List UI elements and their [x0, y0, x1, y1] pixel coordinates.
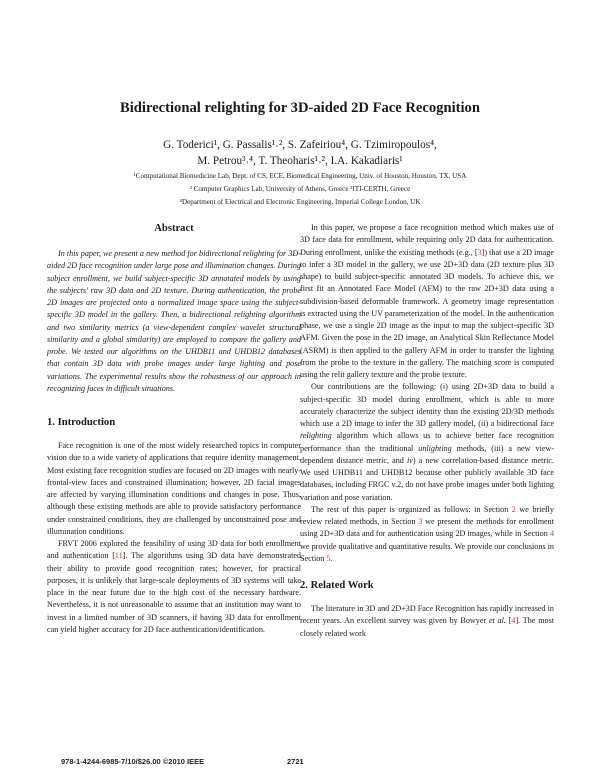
text-run: FRVT 2006 explored the feasibility of using 3D data for both enrollment and authentication [ [47, 539, 301, 561]
citation-link[interactable]: 3 [477, 247, 482, 257]
section-link[interactable]: 5 [326, 553, 331, 563]
right-column [300, 222, 554, 640]
authors-line-2: M. Petrou³˒⁴, T. Theoharis¹˒², I.A. Kakadiaris¹ [197, 155, 403, 167]
text-run: methods, (iii) a new view-dependent distance metric, and [300, 443, 555, 465]
section-link[interactable]: 2 [511, 504, 516, 514]
section-link[interactable]: 4 [549, 529, 554, 539]
related-work-heading: 2. Related Work [300, 580, 374, 591]
left-column [47, 222, 301, 636]
page-number: 2721 [287, 757, 304, 766]
text-run: ]. The algorithms using 3D data have demonstrated their ability to provide good recognition rates; however, for practical purposes, it is unlikely that large-scale deployments of 3D systems will take place in the near future due to the high cost of the necessary hardware. Nevertheless, it is not unreasonable to assume that an institution may want to invest in a limited number of 3D scanners, if having 3D data for enrollment can yield higher accuracy for 2D face authentication/identification. [47, 551, 301, 634]
abstract-text: In this paper, we present a new method for bidirectional relighting for 3D-aided 2D face recognition under large pose and illumination changes. During subject enrollment, we build subject-specific 3D annotated models by using the subjects' raw 3D data and 2D texture. During authentication, the probe 2D images are projected onto a normalized image space using the subject-specific 3D model in the gallery. Then, a bidirectional relighting algorithm and two similarity metrics (a view-dependent complex wavelet structural similarity and a global similarity) are employed to compare the gallery and probe. We tested our algorithms on the UHDB11 and UHDB12 databases that contain 3D data with probe images under large lighting and pose variations. The experimental results show the robustness of our approach in recognizing faces in difficult situations. [47, 249, 301, 393]
intro-paragraph-4 [300, 381, 554, 504]
citation-link[interactable]: 4 [511, 616, 516, 626]
introduction-heading: 1. Introduction [47, 417, 116, 428]
abstract-heading: Abstract [154, 223, 194, 234]
citation-link[interactable]: 11 [114, 551, 123, 561]
text-run: we provide qualitative and quantitative results. We provide our conclusions in Section [300, 541, 554, 563]
text-run: ]) that use a 2D image to infer a 3D model in the gallery, we use 2D+3D data (2D texture plus 3D shape) to build subject-specific annotated 3D models. To achieve this, we first fit an Annotated Face Model (AFM) to the raw 2D+3D data using a subdivision-based deformable framework. A geometry image representation is extracted using the UV parameterization of the model. In the authentication phase, we use a single 2D image as the input to map the subject-specific 3D AFM. Given the pose in the 2D image, an Analytical Skin Reflectance Model (ASRM) is then applied to the gallery AFM in order to transfer the lighting from the probe to the texture in the gallery. The matching score is computed using the relit gallery texture and the probe texture. [300, 247, 554, 379]
intro-paragraph-1: Face recognition is one of the most widely researched topics in computer vision due to a wide variety of applications that require identity management. Most existing face recognition studies are focused on 2D images with nearly-frontal-view faces and constrained illumination; however, 2D facial images are affected by varying illumination conditions and changes in pose. Thus, although these existing methods are able to provide satisfactory performance under constrained conditions, they are challenged by unconstrained pose and illumination conditions. [47, 441, 301, 536]
paper-title: Bidirectional relighting for 3D-aided 2D Face Recognition [120, 100, 480, 116]
authors-line-1: G. Toderici¹, G. Passalis¹˒², S. Zafeiriou⁴, G. Tzimiropoulos⁴, [163, 139, 437, 151]
text-run: The literature in 3D and 2D+3D Face Recognition has rapidly increased in recent years. An excellent survey was given by Bowyer [300, 604, 554, 626]
intro-paragraph-2 [47, 538, 301, 636]
intro-paragraph-3 [300, 222, 554, 381]
text-run: we present the methods for enrollment using 2D+3D data and for authentication using 2D images, while in Section [300, 517, 554, 539]
text-run: [ [505, 616, 512, 626]
text-run: Our contributions are the following: (i) using 2D+3D data to build a subject-specific 3D model during enrollment, which is able to more accurately characterize the subject identity than the existing 2D/3D methods which use a 2D image to infer the 3D gallery model, (ii) a bidirectional face [300, 382, 554, 428]
text-run: ) a new correlation-based distance metric. We used UHDB11 and UHDB12 because other publicly available 3D face databases, including FRGC v.2, do not have probe images under both lighting variation and pose variation. [300, 455, 554, 502]
section-link[interactable]: 3 [418, 517, 423, 526]
related-work-paragraph-1 [300, 603, 554, 640]
affiliation-2: ² Computer Graphics Lab, University of Athens, Greece ³ITI-CERTH, Greece [189, 185, 411, 193]
emphasis: unlighting [418, 443, 452, 453]
text-run: we briefly review related methods, in Section [300, 504, 554, 526]
intro-paragraph-5 [300, 504, 554, 565]
affiliation-1: ¹Computational Biomedicine Lab, Dept. of CS, ECE, Biomedical Engineering, Univ. of Houston, Houston, TX, USA [133, 172, 467, 180]
emphasis: et al. [488, 616, 506, 626]
emphasis: iv [406, 455, 413, 465]
author-list [0, 137, 600, 169]
text-run: algorithm which allows us to achieve better face recognition performance than the traditional [300, 431, 554, 453]
emphasis: relighting [300, 431, 332, 441]
text-run: ]. The most closely related work [300, 616, 554, 638]
text-run: . [330, 553, 333, 563]
copyright-footer: 978-1-4244-6985-7/10/$26.00 ©2010 IEEE [61, 757, 205, 766]
affiliation-3: ⁴Department of Electrical and Electronic Engineering, Imperial College London, UK [179, 198, 421, 206]
text-run: In this paper, we propose a face recognition method which makes use of 3D face data for enrollment, while requiring only 2D data for authentication. During enrollment, unlike the existing methods (e.g., [ [300, 223, 554, 257]
text-run: The rest of this paper is organized as follows: in Section [311, 504, 512, 514]
